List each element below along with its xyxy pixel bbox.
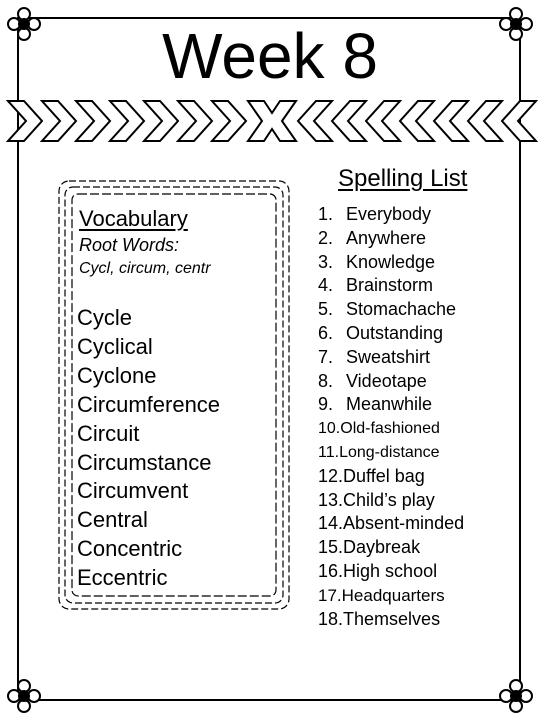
chevron-banner bbox=[2, 96, 538, 146]
spelling-item-word: High school bbox=[343, 560, 438, 581]
spelling-item-word: Duffel bag bbox=[343, 465, 425, 486]
spelling-item-number: 14. bbox=[318, 513, 344, 534]
spelling-item bbox=[318, 322, 464, 346]
spelling-item-word: Outstanding bbox=[346, 322, 444, 343]
spelling-item-word: Sweatshirt bbox=[346, 346, 431, 367]
spelling-item bbox=[318, 251, 464, 275]
spelling-item bbox=[318, 298, 464, 322]
spelling-item-number: 11. bbox=[318, 443, 340, 461]
vocabulary-word: Concentric bbox=[77, 536, 183, 562]
spelling-item bbox=[318, 441, 464, 465]
flower-icon bbox=[4, 676, 44, 716]
spelling-list-heading: Spelling List bbox=[338, 165, 468, 192]
spelling-item bbox=[318, 560, 464, 584]
spelling-list bbox=[318, 203, 464, 631]
spelling-item bbox=[318, 465, 464, 489]
spelling-item bbox=[318, 584, 464, 608]
spelling-item-number: 3. bbox=[318, 251, 334, 272]
spelling-item-number: 8. bbox=[318, 370, 334, 391]
vocabulary-word: Circuit bbox=[77, 420, 140, 446]
root-words-values: Cycl, circum, centr bbox=[79, 260, 211, 277]
spelling-item-number: 17. bbox=[318, 585, 342, 605]
spelling-item-number: 18. bbox=[318, 608, 344, 629]
spelling-item-word: Videotape bbox=[346, 370, 427, 391]
spelling-item-number: 4. bbox=[318, 275, 334, 296]
spelling-item bbox=[318, 489, 464, 513]
spelling-item bbox=[318, 417, 464, 441]
spelling-item bbox=[318, 536, 464, 560]
spelling-item-number: 2. bbox=[318, 227, 334, 248]
spelling-item-word: Everybody bbox=[346, 204, 432, 224]
chevron-banner-graphic bbox=[2, 96, 538, 146]
spelling-item-word: Themselves bbox=[343, 608, 441, 629]
spelling-item bbox=[318, 274, 464, 298]
spelling-item bbox=[318, 346, 464, 370]
vocabulary-word: Cyclone bbox=[77, 362, 157, 388]
vocabulary-word: Central bbox=[77, 507, 148, 533]
spelling-item-number: 12. bbox=[318, 465, 344, 486]
spelling-item-number: 10. bbox=[318, 420, 341, 438]
vocabulary-box bbox=[56, 178, 292, 612]
root-words-label: Root Words: bbox=[79, 235, 180, 255]
spelling-item bbox=[318, 203, 464, 227]
spelling-item-number: 9. bbox=[318, 394, 334, 415]
vocabulary-word: Circumstance bbox=[77, 449, 212, 475]
spelling-item bbox=[318, 608, 464, 632]
spelling-item-word: Knowledge bbox=[346, 251, 436, 272]
vocabulary-heading: Vocabulary bbox=[79, 206, 188, 231]
vocabulary-list bbox=[77, 304, 220, 593]
spelling-item-word: Brainstorm bbox=[346, 275, 434, 296]
vocabulary-word: Eccentric bbox=[77, 565, 168, 591]
vocabulary-word: Circumvent bbox=[77, 478, 189, 504]
spelling-item-word: Daybreak bbox=[343, 537, 421, 558]
flower-icon bbox=[496, 676, 536, 716]
spelling-item-word: Old-fashioned bbox=[340, 420, 440, 438]
spelling-item-word: Meanwhile bbox=[346, 394, 433, 415]
vocabulary-word: Circumference bbox=[77, 391, 221, 417]
spelling-item-number: 5. bbox=[318, 299, 334, 320]
vocabulary-word: Cyclical bbox=[77, 333, 153, 359]
spelling-item bbox=[318, 227, 464, 251]
spelling-item-word: Child’s play bbox=[343, 489, 435, 510]
spelling-item-word: Headquarters bbox=[341, 585, 445, 605]
spelling-item-number: 16. bbox=[318, 560, 344, 581]
vocabulary-word: Cycle bbox=[77, 305, 133, 330]
spelling-item-number: 1. bbox=[318, 204, 334, 224]
spelling-item-word: Long-distance bbox=[339, 443, 440, 461]
spelling-item bbox=[318, 370, 464, 394]
spelling-item-word: Anywhere bbox=[346, 227, 427, 248]
spelling-item bbox=[318, 512, 464, 536]
spelling-item-number: 6. bbox=[318, 322, 334, 343]
spelling-item-number: 13. bbox=[318, 489, 344, 510]
page-title: Week 8 bbox=[162, 20, 378, 92]
spelling-item-word: Absent-minded bbox=[343, 513, 465, 534]
spelling-item-word: Stomachache bbox=[346, 299, 457, 320]
spelling-item-number: 15. bbox=[318, 537, 344, 558]
spelling-item bbox=[318, 393, 464, 417]
spelling-item-number: 7. bbox=[318, 346, 334, 367]
